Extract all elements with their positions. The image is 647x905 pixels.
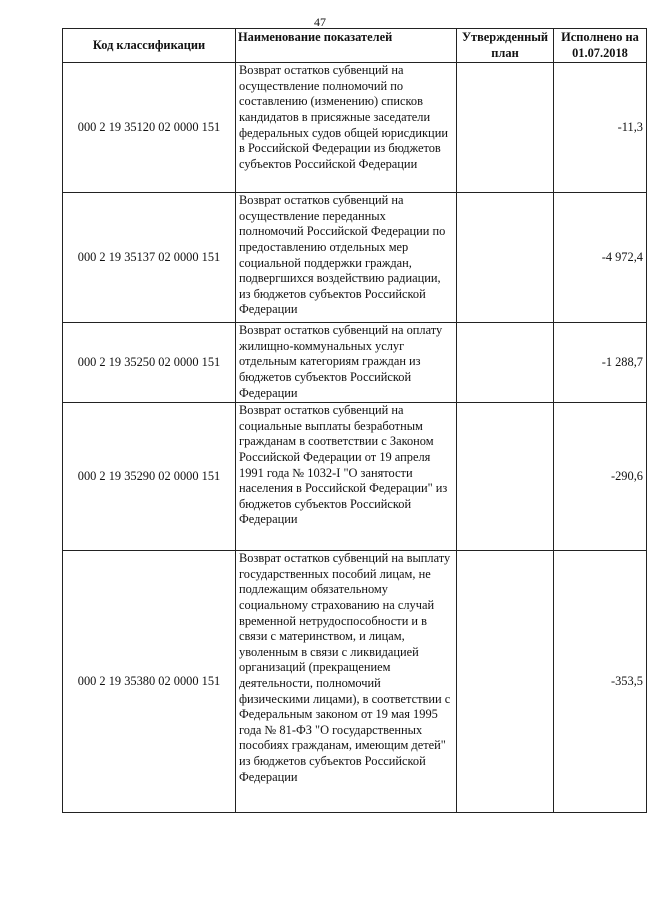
table-row [63,323,647,403]
row-name: Возврат остатков субвенций на выплату государственных пособий лицам, не подлежащим обязательному социальному страхованию на случай временной нетрудоспособности и в связи с материнством, и лицам, уволенным в связи с ликвидацией организаций (прекращением деятельности, полномочий физическими лицами), в соответствии с Федеральным законом от 19 мая 1995 года № 81-ФЗ "О государственных пособиях гражданам, имеющим детей" из бюджетов субъектов Российской Федерации [236,551,457,813]
table-row [63,403,647,551]
header-code: Код классификации [63,29,236,63]
row-plan [457,403,554,551]
table-row [63,63,647,193]
row-code: 000 2 19 35290 02 0000 151 [63,403,236,551]
row-code: 000 2 19 35250 02 0000 151 [63,323,236,403]
budget-table [62,28,647,813]
row-executed: -353,5 [554,551,647,813]
row-code: 000 2 19 35120 02 0000 151 [63,63,236,193]
header-plan: Утвержденный план [457,29,554,63]
row-code: 000 2 19 35380 02 0000 151 [63,551,236,813]
header-executed: Исполнено на 01.07.2018 [554,29,647,63]
table-row [63,551,647,813]
row-plan [457,63,554,193]
row-name: Возврат остатков субвенций на оплату жилищно-коммунальных услуг отдельным категориям граждан из бюджетов субъектов Российской Федерации [236,323,457,403]
page-number: 47 [314,15,326,29]
table-row [63,193,647,323]
row-name: Возврат остатков субвенций на осуществление переданных полномочий Российской Федерации по предоставлению отдельных мер социальной поддержки граждан, подвергшихся воздействию радиации, из бюджетов субъектов Российской Федерации [236,193,457,323]
row-executed: -11,3 [554,63,647,193]
row-name: Возврат остатков субвенций на осуществление полномочий по составлению (изменению) списков кандидатов в присяжные заседатели федеральных судов общей юрисдикции в Российской Федерации из бюджетов субъектов Российской Федерации [236,63,457,193]
row-code: 000 2 19 35137 02 0000 151 [63,193,236,323]
row-plan [457,193,554,323]
row-executed: -290,6 [554,403,647,551]
row-executed: -4 972,4 [554,193,647,323]
row-name: Возврат остатков субвенций на социальные выплаты безработным гражданам в соответствии с Законом Российской Федерации от 19 апреля 1991 года № 1032-I "О занятости населения в Российской Федерации" из бюджетов субъектов Российской Федерации [236,403,457,551]
table-header-row [63,29,647,63]
row-executed: -1 288,7 [554,323,647,403]
header-name: Наименование показателей [236,29,457,63]
row-plan [457,323,554,403]
row-plan [457,551,554,813]
